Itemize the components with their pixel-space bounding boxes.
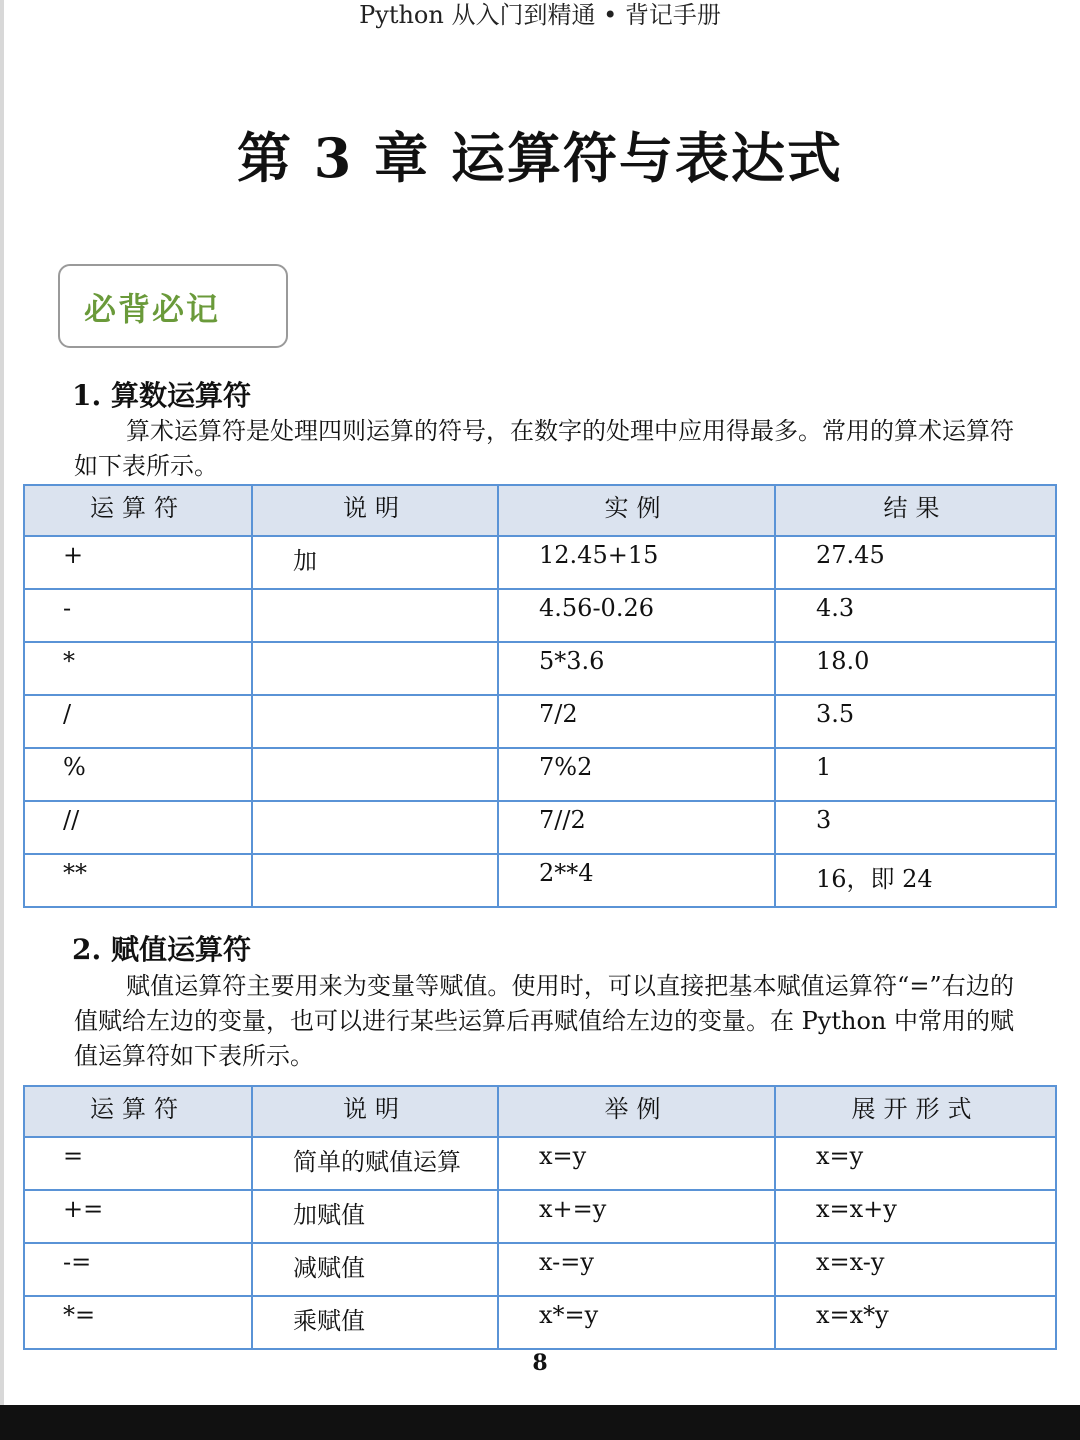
operator-cell: = bbox=[24, 1137, 252, 1190]
table-row bbox=[24, 854, 1056, 907]
description-cell: 简单的赋值运算 bbox=[252, 1137, 498, 1190]
result-cell: 27.45 bbox=[775, 536, 1056, 589]
expanded-form-cell: x=x*y bbox=[775, 1296, 1056, 1349]
operator-cell: / bbox=[24, 695, 252, 748]
column-header: 实例 bbox=[498, 485, 775, 536]
assignment-operator-table bbox=[23, 1085, 1057, 1350]
table-row bbox=[24, 1190, 1056, 1243]
operator-cell: ** bbox=[24, 854, 252, 907]
description-cell bbox=[252, 695, 498, 748]
section-paragraph-assignment: 赋值运算符主要用来为变量等赋值。使用时，可以直接把基本赋值运算符“=”右边的值赋给左边的变量，也可以进行某些运算后再赋值给左边的变量。在 Python 中常用的赋值运算符如下表所示。 bbox=[74, 972, 1014, 1070]
table-row bbox=[24, 801, 1056, 854]
example-cell: 2**4 bbox=[498, 854, 775, 907]
example-cell: 7//2 bbox=[498, 801, 775, 854]
page-left-edge bbox=[0, 0, 4, 1405]
description-cell: 减赋值 bbox=[252, 1243, 498, 1296]
table-row bbox=[24, 1243, 1056, 1296]
section-heading-assignment: 2. 赋值运算符 bbox=[72, 933, 251, 966]
example-cell: 12.45+15 bbox=[498, 536, 775, 589]
expanded-form-cell: x=x-y bbox=[775, 1243, 1056, 1296]
example-cell: 7%2 bbox=[498, 748, 775, 801]
table-header-row bbox=[24, 485, 1056, 536]
example-cell: x=y bbox=[498, 1137, 775, 1190]
arithmetic-operator-table bbox=[23, 484, 1057, 908]
description-cell bbox=[252, 642, 498, 695]
description-cell bbox=[252, 801, 498, 854]
table-row bbox=[24, 1137, 1056, 1190]
operator-cell: += bbox=[24, 1190, 252, 1243]
result-cell: 18.0 bbox=[775, 642, 1056, 695]
section-heading-arithmetic: 1. 算数运算符 bbox=[72, 379, 251, 412]
description-cell bbox=[252, 854, 498, 907]
description-cell bbox=[252, 748, 498, 801]
expanded-form-cell: x=x+y bbox=[775, 1190, 1056, 1243]
result-cell: 16，即 24 bbox=[775, 854, 1056, 907]
column-header: 说明 bbox=[252, 1086, 498, 1137]
description-cell: 加赋值 bbox=[252, 1190, 498, 1243]
column-header: 展开形式 bbox=[775, 1086, 1056, 1137]
example-cell: x+=y bbox=[498, 1190, 775, 1243]
example-cell: 4.56-0.26 bbox=[498, 589, 775, 642]
operator-cell: // bbox=[24, 801, 252, 854]
page-number: 8 bbox=[532, 1350, 548, 1376]
operator-cell: * bbox=[24, 642, 252, 695]
table-header-row bbox=[24, 1086, 1056, 1137]
expanded-form-cell: x=y bbox=[775, 1137, 1056, 1190]
section-paragraph-arithmetic: 算术运算符是处理四则运算的符号，在数字的处理中应用得最多。常用的算术运算符如下表所示。 bbox=[74, 417, 1014, 480]
callout-box bbox=[58, 264, 288, 348]
example-cell: 7/2 bbox=[498, 695, 775, 748]
callout-label: 必背必记 bbox=[84, 290, 221, 328]
example-cell: x*=y bbox=[498, 1296, 775, 1349]
example-cell: x-=y bbox=[498, 1243, 775, 1296]
table-row bbox=[24, 1296, 1056, 1349]
table-row bbox=[24, 695, 1056, 748]
operator-cell: % bbox=[24, 748, 252, 801]
result-cell: 1 bbox=[775, 748, 1056, 801]
column-header: 运算符 bbox=[24, 485, 252, 536]
example-cell: 5*3.6 bbox=[498, 642, 775, 695]
table-row bbox=[24, 536, 1056, 589]
description-cell bbox=[252, 589, 498, 642]
column-header: 举例 bbox=[498, 1086, 775, 1137]
table-row bbox=[24, 642, 1056, 695]
running-header: Python 从入门到精通 • 背记手册 bbox=[359, 1, 721, 29]
operator-cell: + bbox=[24, 536, 252, 589]
column-header: 运算符 bbox=[24, 1086, 252, 1137]
column-header: 说明 bbox=[252, 485, 498, 536]
result-cell: 4.3 bbox=[775, 589, 1056, 642]
operator-cell: - bbox=[24, 589, 252, 642]
table-row bbox=[24, 748, 1056, 801]
table-row bbox=[24, 589, 1056, 642]
chapter-title: 第 3 章 运算符与表达式 bbox=[237, 126, 843, 190]
operator-cell: *= bbox=[24, 1296, 252, 1349]
bottom-bar bbox=[0, 1405, 1080, 1440]
result-cell: 3.5 bbox=[775, 695, 1056, 748]
description-cell: 乘赋值 bbox=[252, 1296, 498, 1349]
result-cell: 3 bbox=[775, 801, 1056, 854]
operator-cell: -= bbox=[24, 1243, 252, 1296]
description-cell: 加 bbox=[252, 536, 498, 589]
column-header: 结果 bbox=[775, 485, 1056, 536]
